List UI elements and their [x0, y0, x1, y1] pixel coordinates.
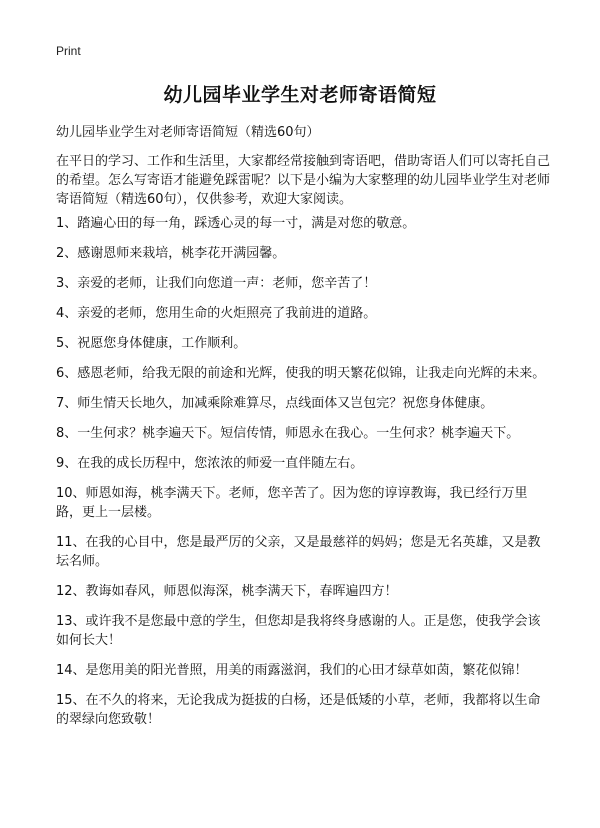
list-item: 15、在不久的将来，无论我成为挺拔的白杨，还是低矮的小草，老师，我都将以生命的翠绿向您致敬！: [56, 693, 541, 727]
list-item: 6、感恩老师，给我无限的前途和光辉，使我的明天繁花似锦，让我走向光辉的未来。: [56, 366, 546, 381]
print-link[interactable]: Print: [56, 44, 81, 58]
document-subtitle: 幼儿园毕业学生对老师寄语简短（精选60句）: [56, 125, 320, 140]
list-item: 4、亲爱的老师，您用生命的火炬照亮了我前进的道路。: [56, 306, 377, 321]
list-item: 7、师生情天长地久，加减乘除难算尽，点线面体又岂包完？祝您身体健康。: [56, 396, 494, 411]
intro-paragraph: 在平日的学习、工作和生活里，大家都经常接触到寄语吧，借助寄语人们可以寄托自己的希望。怎么写寄语才能避免踩雷呢？以下是小编为大家整理的幼儿园毕业学生对老师寄语简短（精选60句），仅供参考，欢迎大家阅读。: [56, 154, 551, 207]
list-item: 11、在我的心目中，您是最严厉的父亲，又是最慈祥的妈妈；您是无名英雄，又是教坛名师。: [56, 535, 541, 569]
list-item: 8、一生何求？桃李遍天下。短信传情，师恩永在我心。一生何求？桃李遍天下。: [56, 426, 520, 441]
list-item: 14、是您用美的阳光普照，用美的雨露滋润，我们的心田才绿草如茵，繁花似锦！: [56, 663, 528, 678]
list-item: 3、亲爱的老师，让我们向您道一声：老师，您辛苦了！: [56, 276, 377, 291]
message-list: [56, 214, 552, 740]
page-title: 幼儿园毕业学生对老师寄语简短: [163, 84, 437, 106]
list-item: 12、教诲如春风，师恩似海深，桃李满天下，春晖遍四方！: [56, 584, 398, 599]
list-item: 10、师恩如海，桃李满天下。老师，您辛苦了。因为您的谆谆教诲，我已经行万里路，更上一层楼。: [56, 486, 528, 520]
list-item: 5、祝愿您身体健康，工作顺利。: [56, 336, 247, 351]
list-item: 13、或许我不是您最中意的学生，但您却是我将终身感谢的人。正是您，使我学会该如何长大！: [56, 614, 541, 648]
list-item: 2、感谢恩师来栽培，桃李花开满园馨。: [56, 246, 286, 261]
list-item: 9、在我的成长历程中，您浓浓的师爱一直伴随左右。: [56, 456, 364, 471]
list-item: 1、踏遍心田的每一角，踩透心灵的每一寸，满是对您的敬意。: [56, 216, 416, 231]
